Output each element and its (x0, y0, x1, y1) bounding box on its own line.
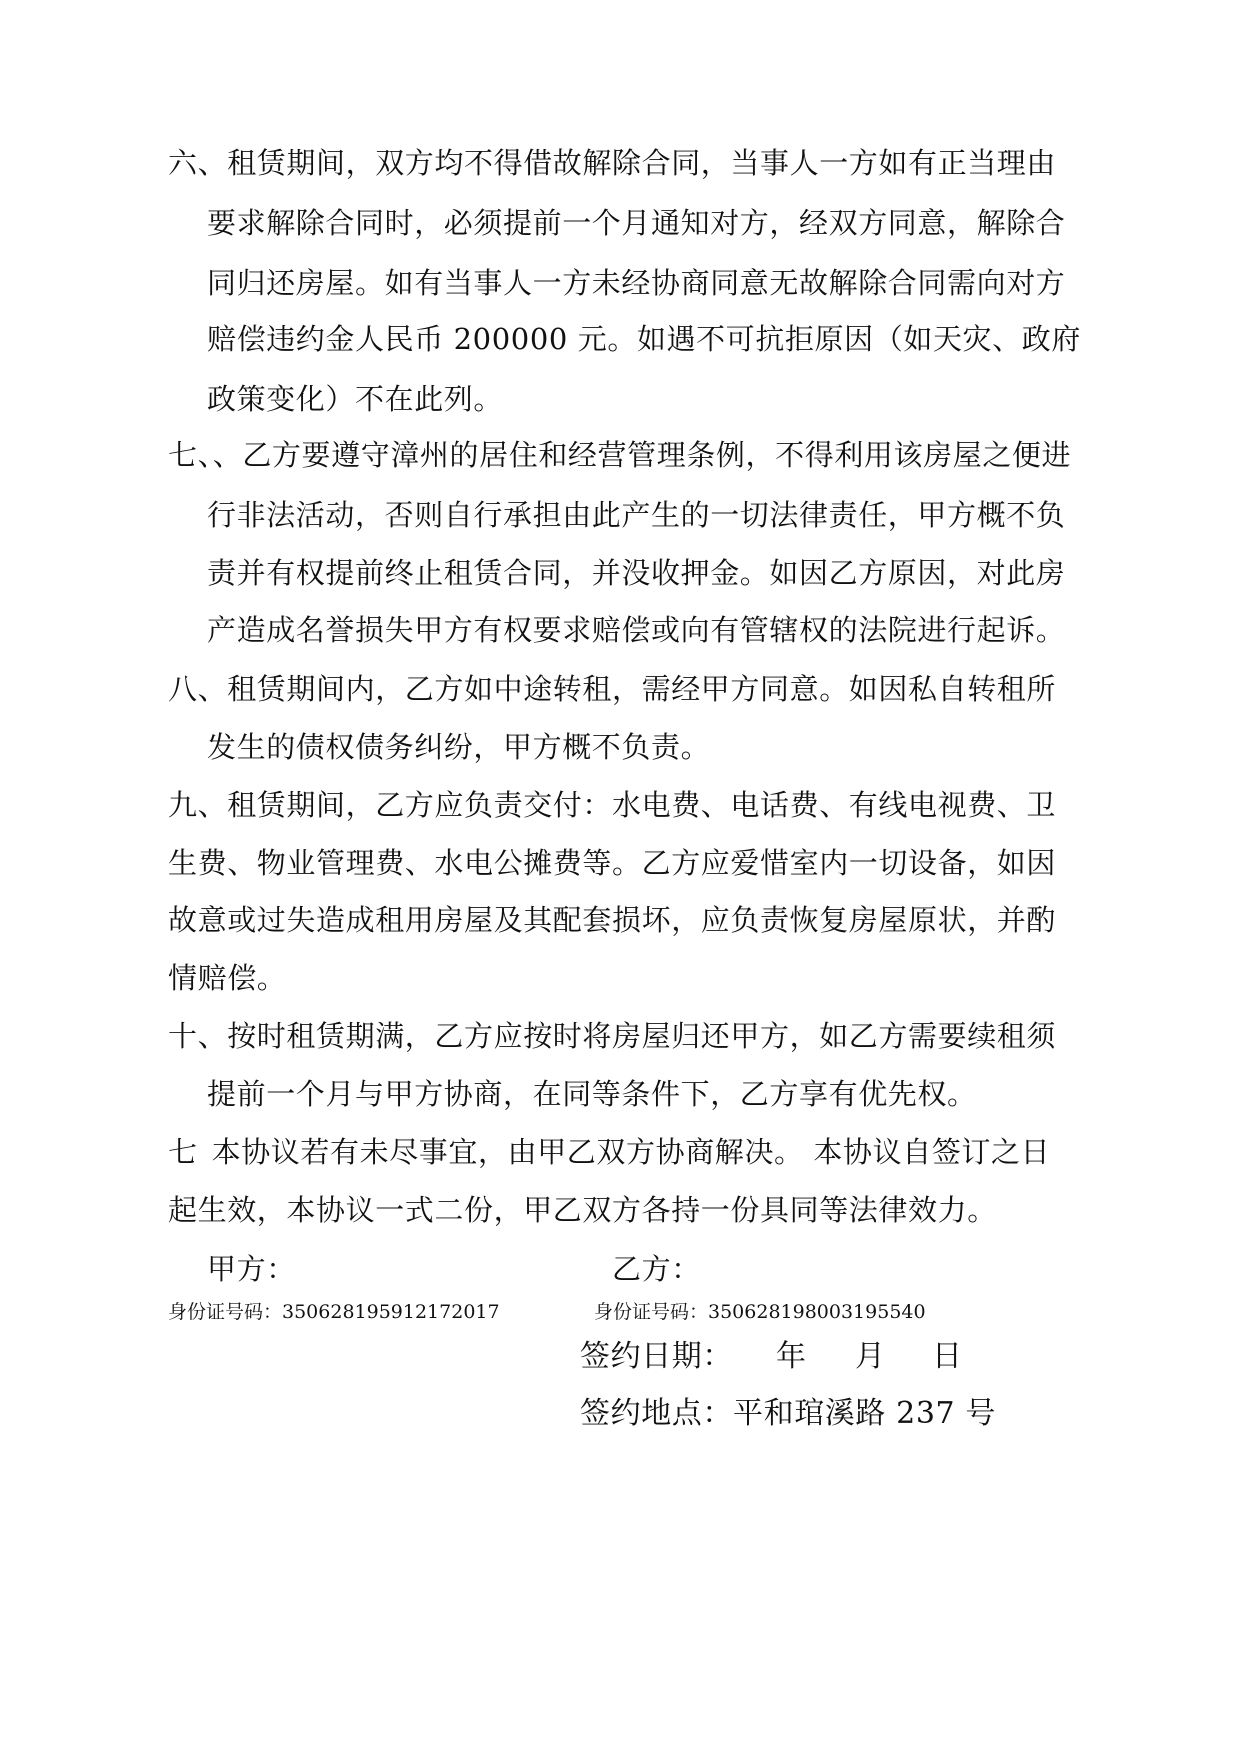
clause-9-line-2: 生费、物业管理费、水电公摊费等。乙方应爱惜室内一切设备，如因 (168, 846, 1057, 880)
clause-10-number: 十、 (168, 1019, 228, 1053)
clause-7-line-2: 行非法活动，否则自行承担由此产生的一切法律责任，甲方概不负 (207, 498, 1066, 532)
clause-9-line-4: 情赔偿。 (168, 961, 287, 995)
clause-9-line-3: 故意或过失造成租用房屋及其配套损坏，应负责恢复房屋原状，并酌 (168, 903, 1057, 937)
clause-6-line-3: 同归还房屋。如有当事人一方未经协商同意无故解除合同需向对方 (207, 266, 1066, 300)
clause-7-line-3: 责并有权提前终止租赁合同，并没收押金。如因乙方原因，对此房 (207, 556, 1066, 590)
clause-6-line-4: 赔偿违约金人民币 200000 元。如遇不可抗拒原因（如天灾、政府 (207, 322, 1081, 356)
signing-date-month: 月 (855, 1339, 886, 1374)
clause-6-line-2: 要求解除合同时，必须提前一个月通知对方，经双方同意，解除合 (207, 206, 1066, 240)
clause-6-number: 六、 (168, 146, 228, 180)
party-b-label: 乙方： (612, 1252, 701, 1286)
clause-9-number: 九、 (168, 788, 228, 822)
clause-6-line-5: 政策变化）不在此列。 (207, 382, 504, 416)
clause-8-line-2: 发生的债权债务纠纷，甲方概不负责。 (207, 730, 711, 764)
clause-9-line-1: 九、租赁期间，乙方应负责交付：水电费、电话费、有线电视费、卫 (168, 788, 1057, 822)
party-a-label: 甲方： (207, 1252, 296, 1286)
signing-date-day: 日 (932, 1339, 963, 1374)
clause-8-line-1: 八、租赁期间内，乙方如中途转租，需经甲方同意。如因私自转租所 (168, 672, 1057, 706)
clause-8-number: 八、 (168, 672, 228, 706)
party-a-id-number: 身份证号码：350628195912172017 (168, 1301, 500, 1323)
clause-6-line-1: 六、租赁期间，双方均不得借故解除合同，当事人一方如有正当理由 (168, 146, 1057, 180)
clause-final-number: 七 (168, 1135, 198, 1169)
party-b-id-number: 身份证号码：350628198003195540 (594, 1301, 926, 1323)
clause-7-line-4: 产造成名誉损失甲方有权要求赔偿或向有管辖权的法院进行起诉。 (207, 613, 1066, 647)
clause-final-line-2: 起生效，本协议一式二份，甲乙双方各持一份具同等法律效力。 (168, 1193, 997, 1227)
clause-10-line-2: 提前一个月与甲方协商，在同等条件下，乙方享有优先权。 (207, 1077, 977, 1111)
clause-7-line-1: 七、、乙方要遵守漳州的居住和经营管理条例，不得利用该房屋之便进 (168, 438, 1072, 472)
signing-place: 签约地点：平和琯溪路 237 号 (580, 1396, 996, 1431)
clause-10-line-1: 十、按时租赁期满，乙方应按时将房屋归还甲方，如乙方需要续租须 (168, 1019, 1057, 1053)
signing-date-label: 签约日期： (580, 1339, 733, 1374)
clause-final-line-1: 七 本协议若有未尽事宜，由甲乙双方协商解决。 本协议自签订之日 (168, 1135, 1051, 1169)
signing-date-year: 年 (776, 1339, 807, 1374)
clause-7-number: 七、、 (168, 438, 243, 472)
